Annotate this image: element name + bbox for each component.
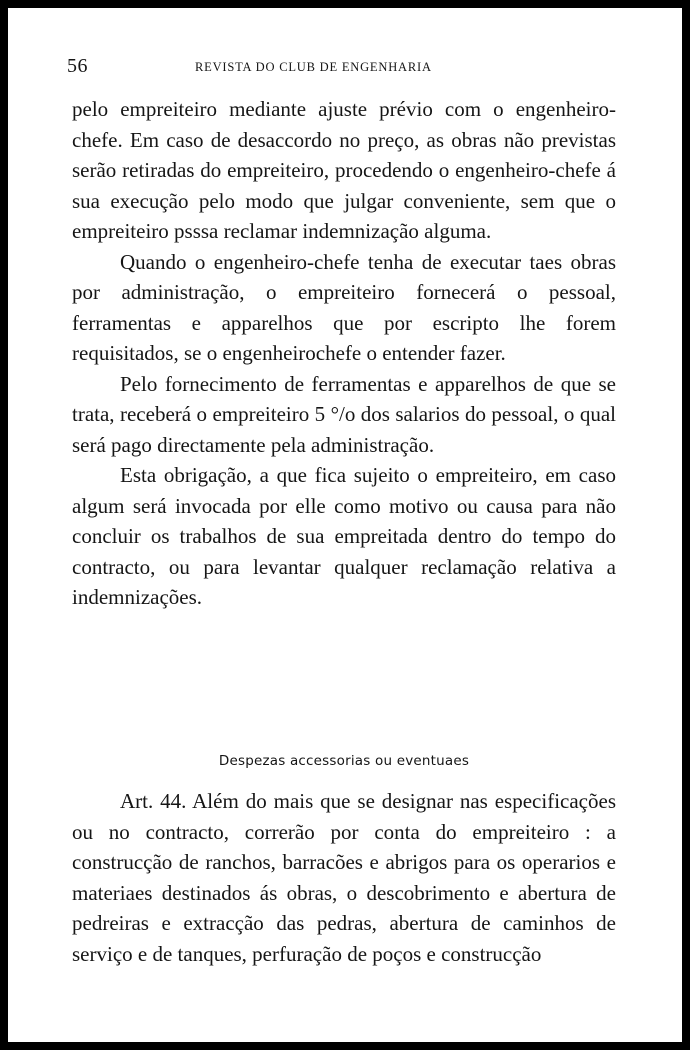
body-text — [72, 94, 616, 613]
page-number: 56 — [67, 55, 88, 77]
article-paragraph: Art. 44. Além do mais que se designar nas especificações ou no contracto, correrão por conta do empreiteiro : a construcção de ranchos, barracões e abrigos para os operarios e materiaes destinados ás obras, o descobrimento e abertura de pedreiras e extracção das pedras, abertura de caminhos de serviço e de tanques, perfuração de poços e construcção — [72, 789, 616, 966]
article-text — [72, 786, 616, 969]
section-heading: Despezas accessorias ou eventuaes — [218, 753, 470, 769]
running-title: REVISTA DO CLUB DE ENGENHARIA — [195, 60, 432, 74]
paragraph: Quando o engenheiro-chefe tenha de executar taes obras por administração, o empreiteiro fornecerá o pessoal, ferramentas e apparelhos que por escripto lhe forem requisitados, se o engenheirochefe o entender fazer. — [72, 249, 616, 365]
paragraph: Pelo fornecimento de ferramentas e apparelhos de que se trata, receberá o empreiteiro 5 °/o dos salarios do pessoal, o qual será pago directamente pela administração. — [72, 371, 616, 457]
document-page — [8, 8, 682, 1042]
paragraph: Esta obrigação, a que fica sujeito o empreiteiro, em caso algum será invocada por elle como motivo ou causa para não concluir os trabalhos de sua empreitada dentro do tempo do contracto, ou para levantar qualquer reclamação relativa a indemnizações. — [72, 463, 616, 609]
page-header — [65, 55, 625, 79]
paragraph-continued: pelo empreiteiro mediante ajuste prévio com o engenheiro-chefe. Em caso de desaccordo no preço, as obras não previstas serão retiradas do empreiteiro, procedendo o engenheiro-chefe á sua execução pelo modo que julgar conveniente, sem que o empreiteiro psssa reclamar indemnização alguma. — [72, 97, 616, 243]
